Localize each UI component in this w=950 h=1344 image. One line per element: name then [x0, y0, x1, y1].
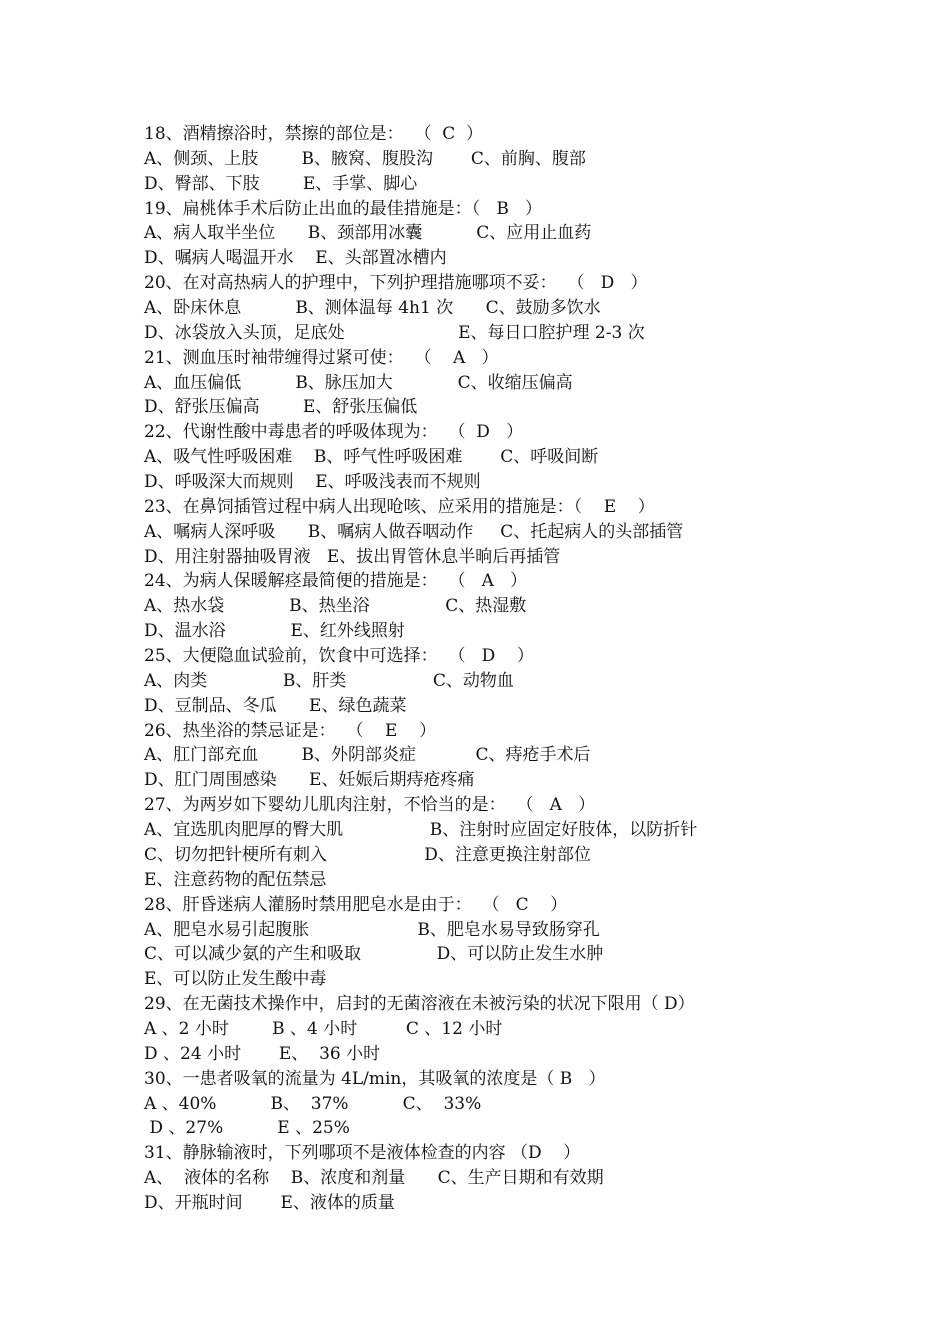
question-25-options-de: D、豆制品、冬瓜 E、绿色蔬菜: [144, 695, 407, 716]
question-31-stem: 31、静脉输液时，下列哪项不是液体检查的内容 （D ）: [144, 1143, 581, 1164]
question-23-options-de: D、用注射器抽吸胃液 E、拔出胃管休息半晌后再插管: [144, 546, 561, 567]
question-29-options-de: D 、24 小时 E、 36 小时: [144, 1043, 381, 1064]
question-30-stem: 30、一患者吸氧的流量为 4L/min，其吸氧的浓度是（ B ）: [144, 1068, 606, 1089]
question-18-options-de: D、臀部、下肢 E、手掌、脚心: [144, 173, 418, 194]
question-27-options-ab: A、宜选肌肉肥厚的臀大肌 B、注射时应固定好肢体，以防折针: [144, 820, 698, 841]
question-25-options-abc: A、肉类 B、肝类 C、动物血: [144, 670, 514, 691]
question-26-options-abc: A、肛门部充血 B、外阴部炎症 C、痔疮手术后: [144, 745, 591, 766]
question-21-options-abc: A、血压偏低 B、脉压加大 C、收缩压偏高: [144, 372, 573, 393]
question-21-options-de: D、舒张压偏高 E、舒张压偏低: [144, 397, 418, 418]
question-28-stem: 28、肝昏迷病人灌肠时禁用肥皂水是由于： （ C ）: [144, 894, 568, 915]
question-30-options-de: D 、27% E 、25%: [144, 1118, 350, 1139]
question-29-stem: 29、在无菌技术操作中，启封的无菌溶液在未被污染的状况下限用（ D）: [144, 994, 695, 1015]
question-20-options-de: D、冰袋放入头顶，足底处 E、每日口腔护理 2-3 次: [144, 322, 645, 343]
question-24-stem: 24、为病人保暖解痉最简便的措施是： （ A ）: [144, 571, 528, 592]
question-18-options-abc: A、侧颈、上肢 B、腋窝、腹股沟 C、前胸、腹部: [144, 148, 586, 169]
question-26-stem: 26、热坐浴的禁忌证是： （ E ）: [144, 720, 437, 741]
question-27-options-cd: C、切勿把针梗所有刺入 D、注意更换注射部位: [144, 844, 591, 865]
question-20-options-abc: A、卧床休息 B、测体温每 4h1 次 C、鼓励多饮水: [144, 298, 601, 319]
question-20-stem: 20、在对高热病人的护理中，下列护理措施哪项不妥： （ D ）: [144, 273, 648, 294]
question-26-options-de: D、肛门周围感染 E、妊娠后期痔疮疼痛: [144, 770, 475, 791]
question-25-stem: 25、大便隐血试验前，饮食中可选择： （ D ）: [144, 646, 534, 667]
question-22-options-abc: A、吸气性呼吸困难 B、呼气性呼吸困难 C、呼吸间断: [144, 447, 599, 468]
question-19-options-de: D、嘱病人喝温开水 E、头部置冰槽内: [144, 248, 447, 269]
question-19-stem: 19、扁桃体手术后防止出血的最佳措施是：（ B ）: [144, 198, 543, 219]
question-22-options-de: D、呼吸深大而规则 E、呼吸浅表而不规则: [144, 472, 481, 493]
question-list: [144, 122, 844, 1216]
question-23-stem: 23、在鼻饲插管过程中病人出现呛咳、应采用的措施是：（ E ）: [144, 496, 655, 517]
question-28-options-ab: A、肥皂水易引起腹胀 B、肥皂水易导致肠穿孔: [144, 919, 600, 940]
question-23-options-abc: A、嘱病人深呼吸 B、嘱病人做吞咽动作 C、托起病人的头部插管: [144, 521, 684, 542]
question-27-stem: 27、为两岁如下婴幼儿肌肉注射，不恰当的是： （ A ）: [144, 795, 596, 816]
question-21-stem: 21、测血压时袖带缠得过紧可使： （ A ）: [144, 347, 499, 368]
question-22-stem: 22、代谢性酸中毒患者的呼吸体现为： （ D ）: [144, 422, 524, 443]
question-30-options-abc: A 、40% B、 37% C、 33%: [144, 1093, 482, 1114]
question-18-stem: 18、酒精擦浴时，禁擦的部位是： （ C ）: [144, 124, 484, 144]
question-29-options-abc: A 、2 小时 B 、4 小时 C 、12 小时: [144, 1018, 503, 1039]
question-19-options-abc: A、病人取半坐位 B、颈部用冰囊 C、应用止血药: [144, 223, 592, 244]
question-31-options-abc: A、 液体的名称 B、浓度和剂量 C、生产日期和有效期: [144, 1168, 604, 1189]
question-24-options-de: D、温水浴 E、红外线照射: [144, 621, 405, 642]
question-28-options-cd: C、可以减少氨的产生和吸取 D、可以防止发生水肿: [144, 944, 604, 965]
question-24-options-abc: A、热水袋 B、热坐浴 C、热湿敷: [144, 596, 527, 617]
question-28-option-e: E、可以防止发生酸中毒: [144, 969, 327, 990]
question-31-options-de: D、开瓶时间 E、液体的质量: [144, 1192, 395, 1213]
question-27-option-e: E、注意药物的配伍禁忌: [144, 869, 327, 890]
